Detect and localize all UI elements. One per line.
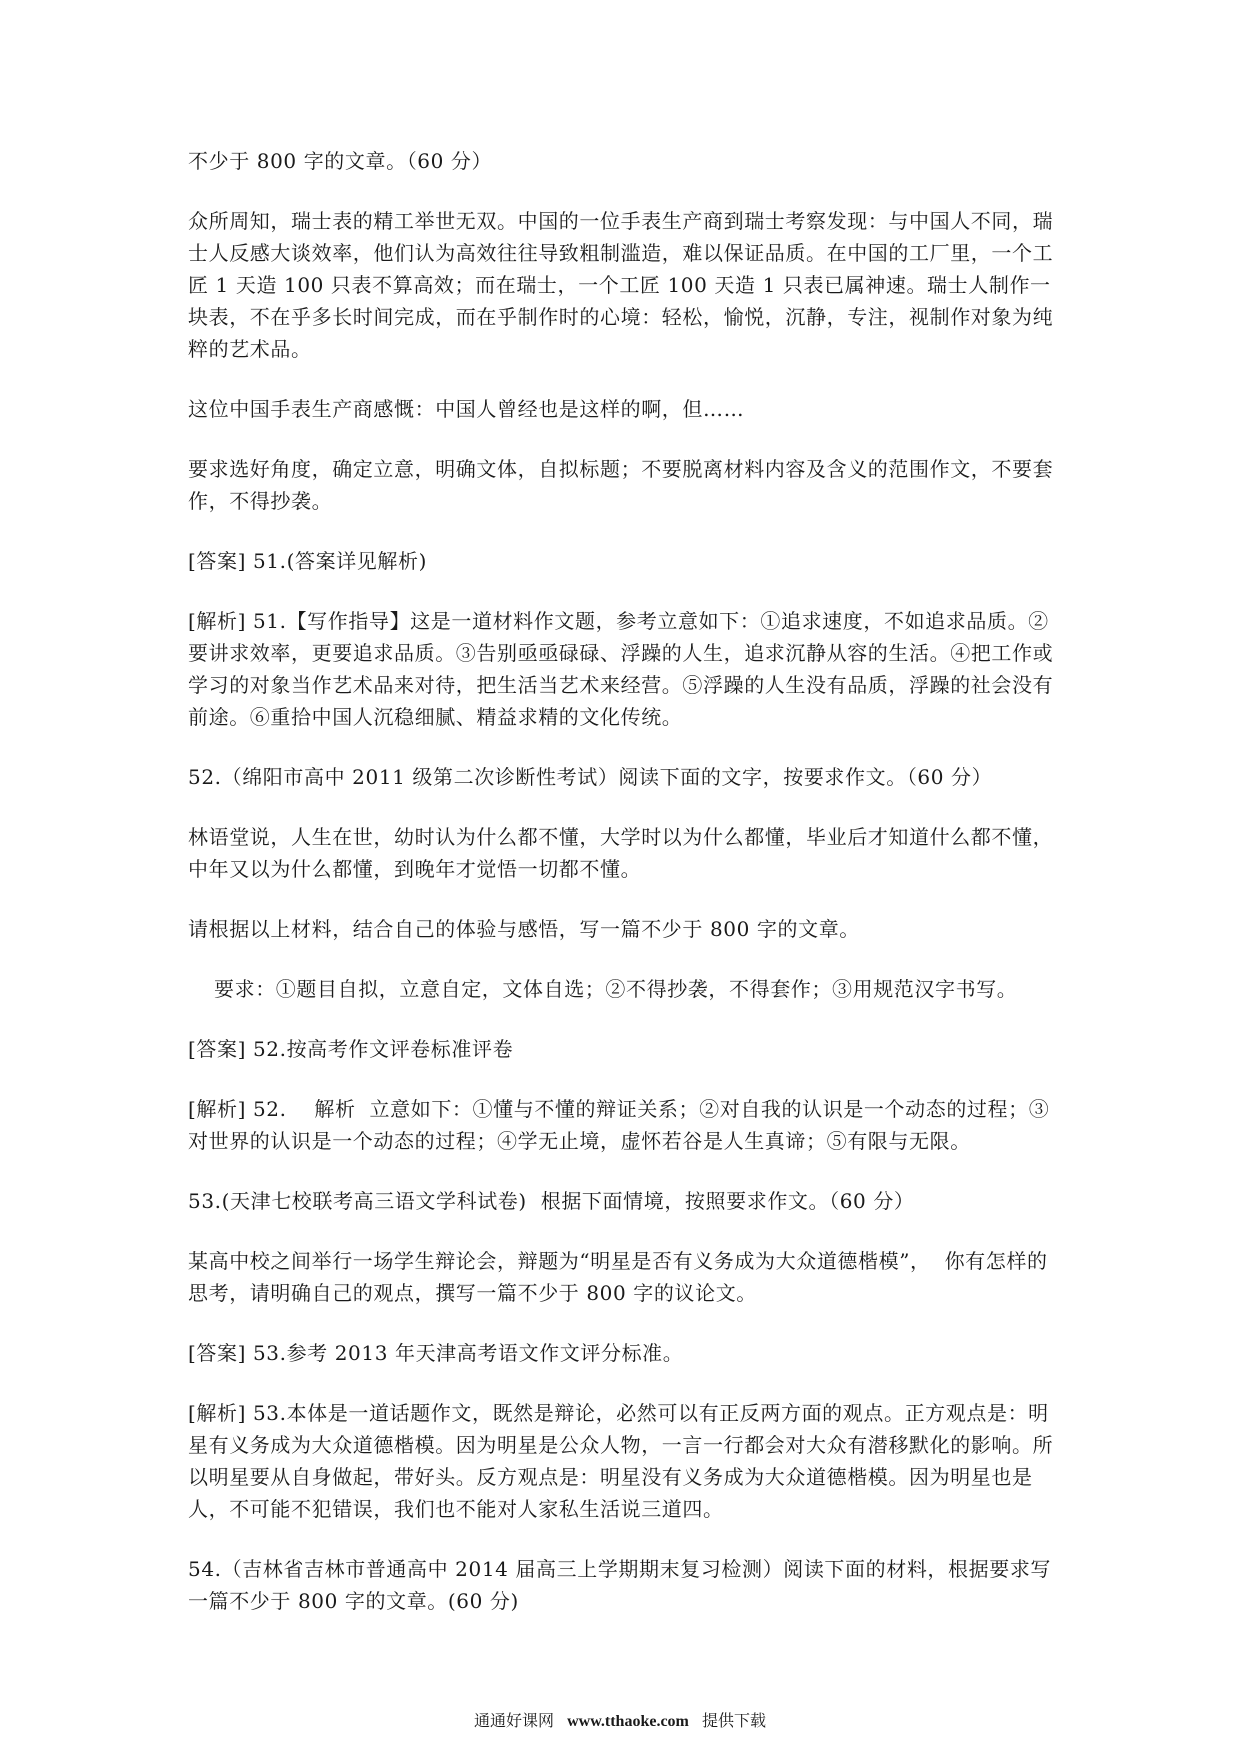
paragraph-continuation: 不少于 800 字的文章。（60 分） (188, 149, 493, 173)
page-footer (0, 1710, 1240, 1733)
question-52: 52.（绵阳市高中 2011 级第二次诊断性考试）阅读下面的文字，按要求作文。（60 分） (188, 765, 993, 789)
answer-53: [答案] 53.参考 2013 年天津高考语文作文评分标准。 (188, 1341, 684, 1365)
paragraph-material-watch: 众所周知，瑞士表的精工举世无双。中国的一位手表生产商到瑞士考察发现：与中国人不同，瑞士人反感大谈效率，他们认为高效往往导致粗制滥造，难以保证品质。在中国的工厂里，一个工匠 1 天造 100 只表不算高效；而在瑞士，一个工匠 100 天造 1 只表已属神速。瑞士人制作一块表，不在乎多长时间完成，而在乎制作时的心境：轻松，愉悦，沉静，专注，视制作对象为纯粹的艺术品。 (188, 209, 1054, 361)
document-body (188, 145, 1058, 1645)
answer-51: [答案] 51.(答案详见解析) (188, 549, 427, 573)
analysis-53: [解析] 53.本体是一道话题作文，既然是辩论，必然可以有正反两方面的观点。正方观点是：明星有义务成为大众道德楷模。因为明星是公众人物，一言一行都会对大众有潜移默化的影响。所以明星要从自身做起，带好头。反方观点是：明星没有义务成为大众道德楷模。因为明星也是人，不可能不犯错误，我们也不能对人家私生活说三道四。 (188, 1401, 1054, 1521)
analysis-52: [解析] 52. 解析 立意如下：①懂与不懂的辩证关系；②对自我的认识是一个动态的过程；③对世界的认识是一个动态的过程；④学无止境，虚怀若谷是人生真谛；⑤有限与无限。 (188, 1097, 1050, 1153)
paragraph-material-quote: 这位中国手表生产商感慨：中国人曾经也是这样的啊，但…… (188, 397, 745, 421)
material-53: 某高中校之间举行一场学生辩论会，辩题为“明星是否有义务成为大众道德楷模”， 你有怎样的思考，请明确自己的观点，撰写一篇不少于 800 字的议论文。 (188, 1249, 1048, 1305)
material-52: 林语堂说，人生在世，幼时认为什么都不懂，大学时以为什么都懂，毕业后才知道什么都不懂，中年又以为什么都懂，到晚年才觉悟一切都不懂。 (188, 825, 1054, 881)
question-53: 53.(天津七校联考高三语文学科试卷) 根据下面情境，按照要求作文。（60 分） (188, 1189, 915, 1213)
question-54: 54.（吉林省吉林市普通高中 2014 届高三上学期期末复习检测）阅读下面的材料，根据要求写一篇不少于 800 字的文章。(60 分) (188, 1557, 1052, 1613)
footer-site-name: 通通好课网 (474, 1711, 555, 1730)
paragraph-requirements: 要求选好角度，确定立意，明确文体，自拟标题；不要脱离材料内容及含义的范围作文，不要套作，不得抄袭。 (188, 457, 1054, 513)
analysis-51: [解析] 51.【写作指导】这是一道材料作文题，参考立意如下：①追求速度，不如追求品质。②要讲求效率，更要追求品质。③告别亟亟碌碌、浮躁的人生，追求沉静从容的生活。④把工作或学习的对象当作艺术品来对待，把生活当艺术来经营。⑤浮躁的人生没有品质，浮躁的社会没有前途。⑥重拾中国人沉稳细腻、精益求精的文化传统。 (188, 609, 1054, 729)
footer-url-link[interactable]: www.tthaoke.com (567, 1713, 689, 1730)
answer-52: [答案] 52.按高考作文评卷标准评卷 (188, 1037, 514, 1061)
footer-tagline: 提供下载 (701, 1711, 766, 1730)
instruction-52: 请根据以上材料，结合自己的体验与感悟，写一篇不少于 800 字的文章。 (188, 917, 860, 941)
requirements-52: 要求：①题目自拟，立意自定，文体自选；②不得抄袭，不得套作；③用规范汉字书写。 (214, 977, 1018, 1001)
